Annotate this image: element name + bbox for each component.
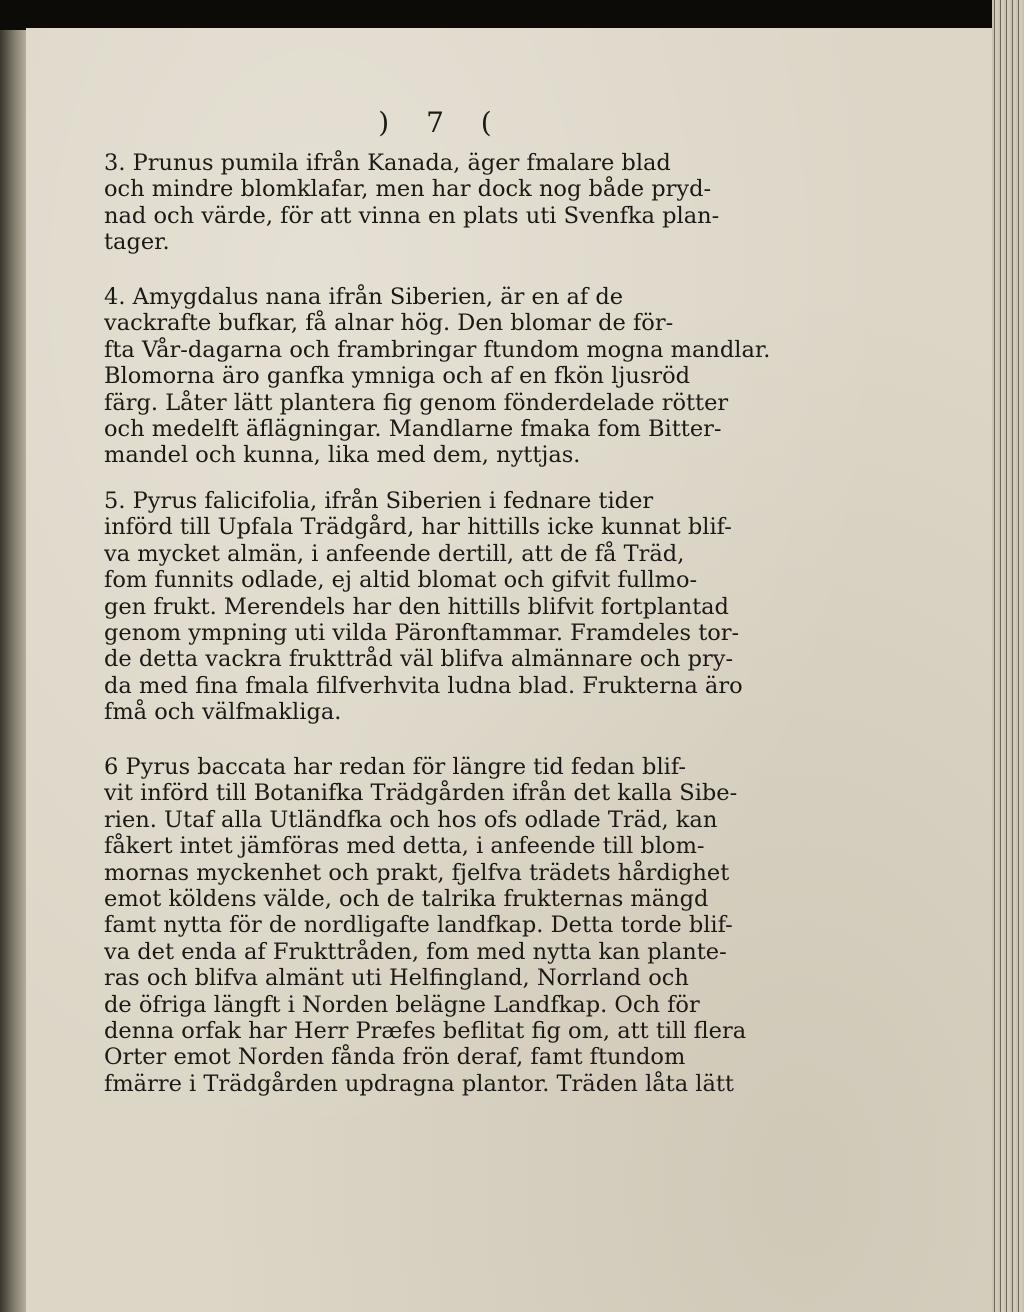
text-line: gen frukt. Merendels har den hittills blifvit fortplantad (104, 593, 729, 620)
text-line: va det enda af Frukttråden, fom med nytta kan plante- (104, 938, 727, 965)
text-line: rien. Utaf alla Utländfka och hos ofs odlade Träd, kan (104, 806, 718, 833)
text-line: genom ympning uti vilda Päronftammar. Framdeles tor- (104, 620, 740, 647)
page-number: ) 7 ( (378, 106, 506, 139)
text-line: mandel och kunna, lika med dem, nyttjas. (104, 442, 581, 469)
text-line: vit införd till Botanifka Trädgården ifrån det kalla Sibe- (104, 780, 738, 807)
text-line: 5. Pyrus falicifolia, ifrån Siberien i fednare tider (104, 488, 654, 514)
text-line: fåkert intet jämföras med detta, i anfeende till blom- (104, 833, 705, 860)
text-line: famt nytta för de nordligafte landfkap. Detta torde blif- (104, 912, 733, 939)
text-line: denna orfak har Herr Præfes beflitat fig om, att till flera (104, 1018, 747, 1045)
text-line: emot köldens välde, och de talrika frukternas mängd (104, 886, 709, 913)
text-line: fmärre i Trädgården updragna plantor. Träden låta lätt (104, 1070, 734, 1097)
paragraph-prunus-pumila (104, 150, 824, 256)
paragraph-amygdalus-nana (104, 284, 824, 469)
text-line: 3. Prunus pumila ifrån Kanada, äger fmalare blad (104, 150, 671, 176)
text-line: och medelft äflägningar. Mandlarne fmaka fom Bitter- (104, 416, 722, 443)
text-line: da med fina fmala filfverhvita ludna blad. Frukterna äro (104, 672, 743, 699)
text-line: 4. Amygdalus nana ifrån Siberien, är en af de (104, 284, 624, 310)
page-stack-edge (992, 0, 1024, 1312)
text-line: fmå och välfmakliga. (104, 699, 342, 726)
text-line: de öfriga längft i Norden belägne Landfkap. Och för (104, 991, 700, 1018)
text-line: mornas myckenhet och prakt, fjelfva trädets hårdighet (104, 859, 730, 886)
text-line: de detta vackra frukttråd väl blifva almännare och pry- (104, 646, 734, 673)
text-line: ras och blifva almänt uti Helfingland, Norrland och (104, 965, 689, 992)
paragraph-pyrus-baccata (104, 754, 824, 1097)
text-line: fom funnits odlade, ej altid blomat och gifvit fullmo- (104, 567, 698, 594)
paragraph-pyrus-salicifolia (104, 488, 824, 726)
text-line: fta Vår-dagarna och frambringar ftundom mogna mandlar. (104, 336, 771, 363)
text-line: Orter emot Norden fånda frön deraf, famt ftundom (104, 1044, 686, 1071)
text-line: nad och värde, för att vinna en plats uti Svenfka plan- (104, 202, 720, 229)
text-line: 6 Pyrus baccata har redan för längre tid fedan blif- (104, 754, 686, 780)
text-line: och mindre blomklafar, men har dock nog både pryd- (104, 176, 712, 203)
text-line: införd till Upfala Trädgård, har hittills icke kunnat blif- (104, 514, 732, 541)
text-line: vackrafte bufkar, få alnar hög. Den blomar de för- (104, 310, 674, 337)
text-line: Blomorna äro ganfka ymniga och af en fkön ljusröd (104, 363, 691, 390)
text-line: tager. (104, 229, 170, 256)
adjacent-page-edge (0, 30, 26, 1312)
text-line: färg. Låter lätt plantera fig genom fönderdelade rötter (104, 389, 729, 416)
text-line: va mycket almän, i anfeende dertill, att de få Träd, (104, 540, 685, 567)
